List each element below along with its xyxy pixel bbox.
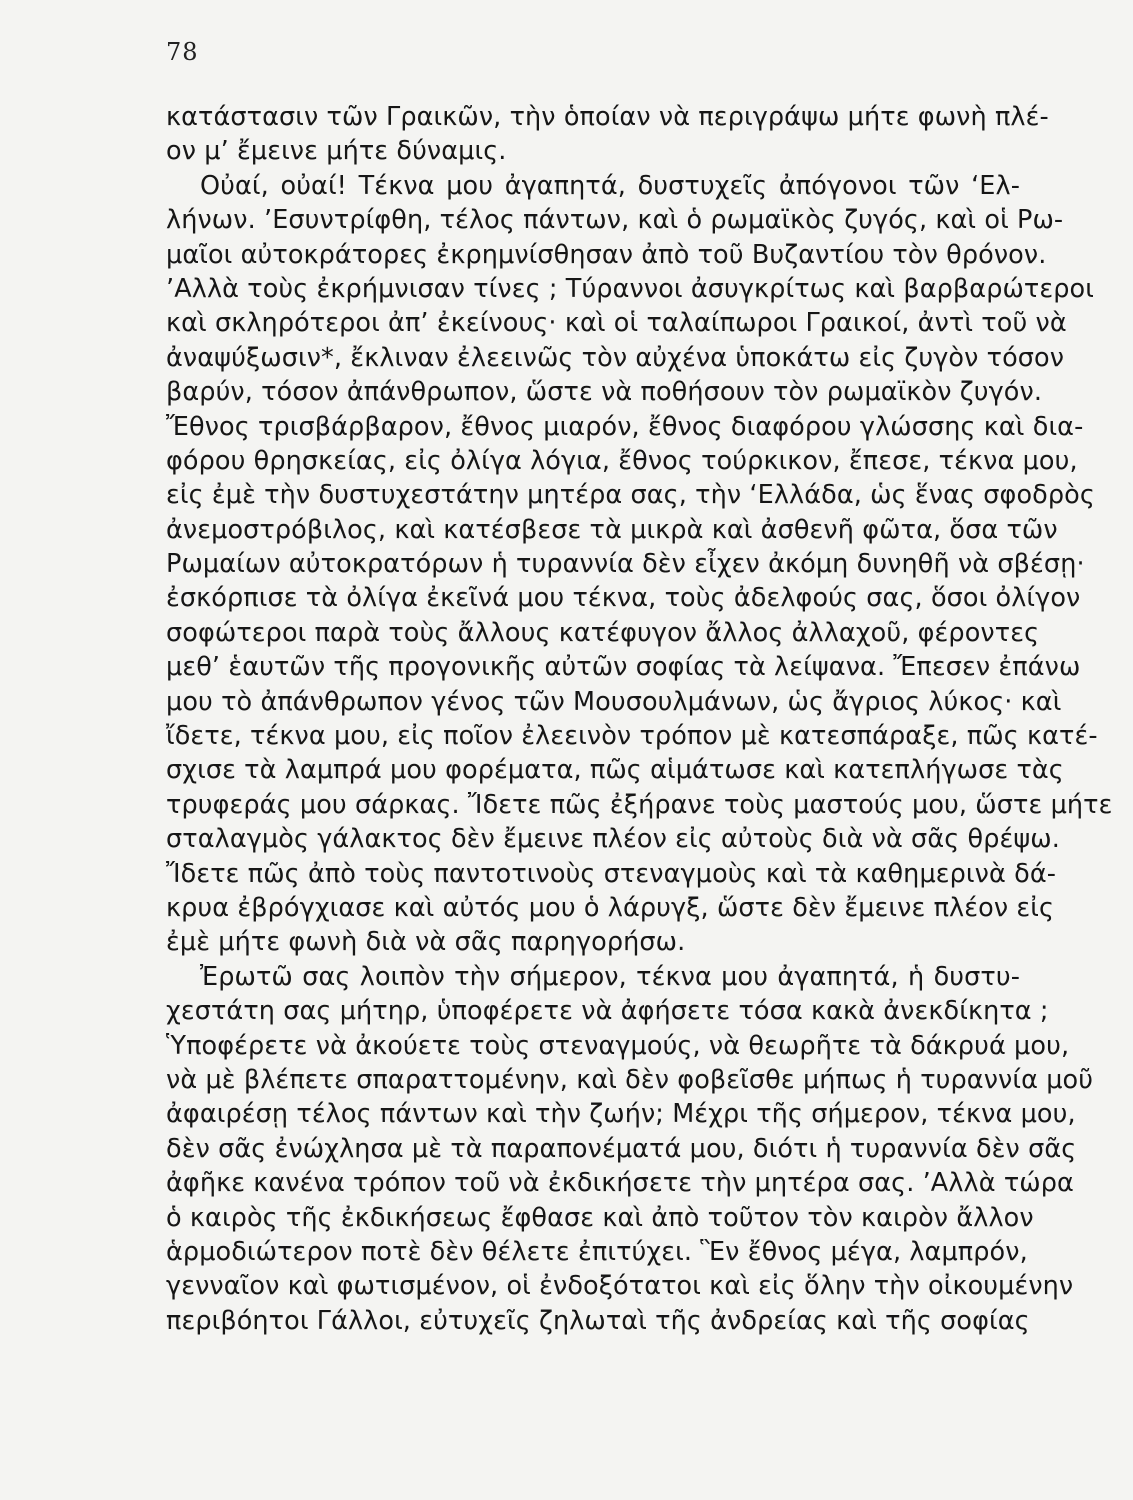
text-line: μαῖοι αὐτοκράτορες ἐκρημνίσθησαν ἀπὸ τοῦ Βυζαντίου τὸν θρόνον. [166,239,1047,270]
text-line: τρυφεράς μου σάρκας. Ἴδετε πῶς ἐξήρανε τοὺς μαστούς μου, ὥστε μήτε [166,789,1113,820]
text-line: ἀφῆκε κανένα τρόπον τοῦ νὰ ἐκδικήσετε τὴν μητέρα σας. ’Αλλὰ τώρα [166,1168,1074,1199]
text-line: ἀφαιρέσῃ τέλος πάντων καὶ τὴν ζωήν; Μέχρι τῆς σήμερον, τέκνα μου, [166,1099,1076,1130]
page-number: 78 [166,38,199,66]
text-line: καὶ σκληρότεροι ἀπ’ ἐκείνους· καὶ οἱ ταλαίπωροι Γραικοί, ἀντὶ τοῦ νὰ [166,308,1067,339]
text-line: ἀνεμοστρόβιλος, καὶ κατέσβεσε τὰ μικρὰ καὶ ἀσθενῆ φῶτα, ὅσα τῶν [166,514,1058,545]
text-line: Ἐρωτῶ σας λοιπὸν τὴν σήμερον, τέκνα μου ἀγαπητά, ἡ δυστυ- [200,961,1020,992]
text-line: Οὐαί, οὐαί! Τέκνα μου ἀγαπητά, δυστυχεῖς ἀπόγονοι τῶν ‘Ελ- [200,170,1020,201]
text-line: Ὑποφέρετε νὰ ἀκούετε τοὺς στεναγμούς, νὰ θεωρῆτε τὰ δάκρυά μου, [166,1030,1070,1061]
body-text [166,100,1113,1338]
text-line: ἀναψύξωσιν*, ἔκλιναν ἐλεεινῶς τὸν αὐχένα ὑποκάτω εἰς ζυγὸν τόσον [166,342,1065,373]
text-line: ἴδετε, τέκνα μου, εἰς ποῖον ἐλεεινὸν τρόπον μὲ κατεσπάραξε, πῶς κατέ- [166,721,1098,752]
text-line: δὲν σᾶς ἐνώχλησα μὲ τὰ παραπονέματά μου, διότι ἡ τυραννία δὲν σᾶς [166,1133,1077,1164]
text-line: φόρου θρησκείας, εἰς ὀλίγα λόγια, ἔθνος τούρκικον, ἔπεσε, τέκνα μου, [166,445,1078,476]
text-line: ὁ καιρὸς τῆς ἐκδικήσεως ἔφθασε καὶ ἀπὸ τοῦτον τὸν καιρὸν ἄλλον [166,1202,1034,1233]
text-line: σταλαγμὸς γάλακτος δὲν ἔμεινε πλέον εἰς αὐτοὺς διὰ νὰ σᾶς θρέψω. [166,824,1060,855]
text-line: σοφώτεροι παρὰ τοὺς ἄλλους κατέφυγον ἄλλος ἀλλαχοῦ, φέροντες [166,617,1040,648]
text-line: γενναῖον καὶ φωτισμένον, οἱ ἐνδοξότατοι καὶ εἰς ὅλην τὴν οἰκουμένην [166,1271,1074,1302]
text-line: μου τὸ ἀπάνθρωπον γένος τῶν Μουσουλμάνων, ὡς ἄγριος λύκος· καὶ [166,686,1062,717]
text-line: ον μ’ ἔμεινε μήτε δύναμις. [166,136,507,167]
text-line: λήνων. ’Εσυντρίφθη, τέλος πάντων, καὶ ὁ ρωμαϊκὸς ζυγός, καὶ οἱ Ρω- [166,205,1064,236]
text-line: σχισε τὰ λαμπρά μου φορέματα, πῶς αἱμάτωσε καὶ κατεπλήγωσε τὰς [166,755,1064,786]
text-line: κατάστασιν τῶν Γραικῶν, τὴν ὁποίαν νὰ περιγράψω μήτε φωνὴ πλέ- [166,102,1049,132]
text-line: χεστάτη σας μήτηρ, ὑποφέρετε νὰ ἀφήσετε τόσα κακὰ ἀνεκδίκητα ; [166,996,1049,1027]
text-line: κρυα ἐβρόγχιασε καὶ αὐτός μου ὁ λάρυγξ, ὥστε δὲν ἔμεινε πλέον εἰς [166,892,1055,923]
text-line: ἐμὲ μήτε φωνὴ διὰ νὰ σᾶς παρηγορήσω. [166,927,686,958]
text-line: μεθ’ ἑαυτῶν τῆς προγονικῆς αὐτῶν σοφίας τὰ λείψανα. Ἔπεσεν ἐπάνω [166,652,1081,683]
text-line: νὰ μὲ βλέπετε σπαραττομένην, καὶ δὲν φοβεῖσθε μήπως ἡ τυραννία μοῦ [166,1064,1094,1095]
text-line: Ἔθνος τρισβάρβαρον, ἔθνος μιαρόν, ἔθνος διαφόρου γλώσσης καὶ δια- [166,411,1084,442]
text-line: ἁρμοδιώτερον ποτὲ δὲν θέλετε ἐπιτύχει. Ἓν ἔθνος μέγα, λαμπρόν, [166,1236,1028,1267]
text-line: Ρωμαίων αὐτοκρατόρων ἡ τυραννία δὲν εἶχεν ἀκόμη δυνηθῆ νὰ σβέσῃ· [166,549,1085,580]
text-line: ἐσκόρπισε τὰ ὀλίγα ἐκεῖνά μου τέκνα, τοὺς ἀδελφούς σας, ὅσοι ὀλίγον [166,583,1081,614]
text-line: περιβόητοι Γάλλοι, εὐτυχεῖς ζηλωταὶ τῆς ἀνδρείας καὶ τῆς σοφίας [166,1305,1030,1336]
text-line: Ἴδετε πῶς ἀπὸ τοὺς παντοτινοὺς στεναγμοὺς καὶ τὰ καθημερινὰ δά- [166,858,1057,889]
text-line: βαρύν, τόσον ἀπάνθρωπον, ὥστε νὰ ποθήσουν τὸν ρωμαϊκὸν ζυγόν. [166,377,1043,408]
text-line: ’Αλλὰ τοὺς ἐκρήμνισαν τίνες ; Τύραννοι ἀσυγκρίτως καὶ βαρβαρώτεροι [166,273,1094,304]
text-line: εἰς ἐμὲ τὴν δυστυχεστάτην μητέρα σας, τὴν ‘Ελλάδα, ὡς ἕνας σφοδρὸς [166,480,1095,511]
